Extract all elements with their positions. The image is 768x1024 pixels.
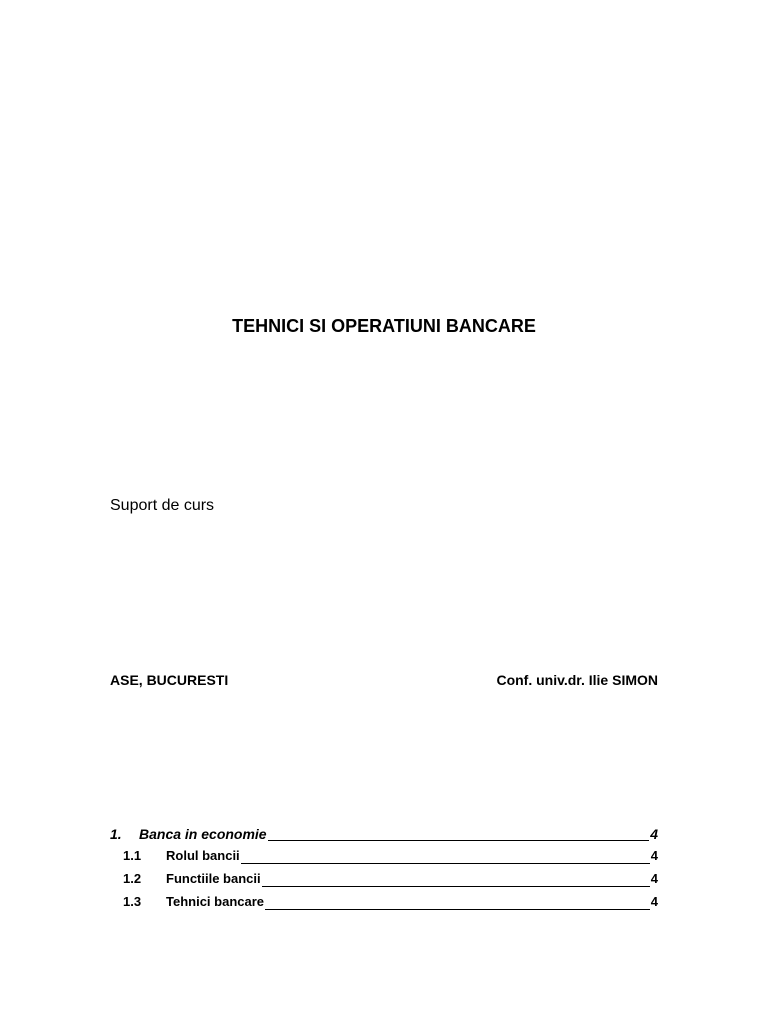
toc-entry-number: 1.: [110, 826, 122, 842]
toc-leader-line: [241, 848, 650, 864]
toc-entry-section-1-2[interactable]: [110, 871, 658, 894]
toc-entry-number: 1.3: [123, 894, 142, 909]
document-subtitle: Suport de curs: [110, 497, 215, 514]
institution-label: ASE, BUCURESTI: [110, 672, 229, 688]
toc-leader-line: [262, 871, 650, 887]
toc-entry-title: Rolul bancii: [166, 848, 240, 863]
toc-entry-title: Banca in economie: [139, 826, 267, 842]
author-label: Conf. univ.dr. Ilie SIMON: [496, 672, 658, 688]
toc-entry-title: Tehnici bancare: [166, 894, 265, 909]
toc-entry-page: 4: [650, 894, 658, 909]
toc-entry-number: 1.1: [123, 848, 142, 863]
toc-entry-page: 4: [650, 826, 658, 842]
toc-leader-line: [268, 826, 650, 841]
toc-entry-page: 4: [650, 871, 658, 886]
toc-entry-section-1-3[interactable]: [110, 894, 658, 917]
toc-entry-number: 1.2: [123, 871, 142, 886]
document-title: TEHNICI SI OPERATIUNI BANCARE: [232, 316, 536, 336]
toc-leader-line: [265, 894, 650, 910]
toc-entry-page: 4: [650, 848, 658, 863]
table-of-contents: [110, 826, 658, 917]
toc-entry-section-1-1[interactable]: [110, 848, 658, 871]
toc-entry-chapter-1[interactable]: [110, 826, 658, 848]
toc-entry-title: Functiile bancii: [166, 871, 261, 886]
